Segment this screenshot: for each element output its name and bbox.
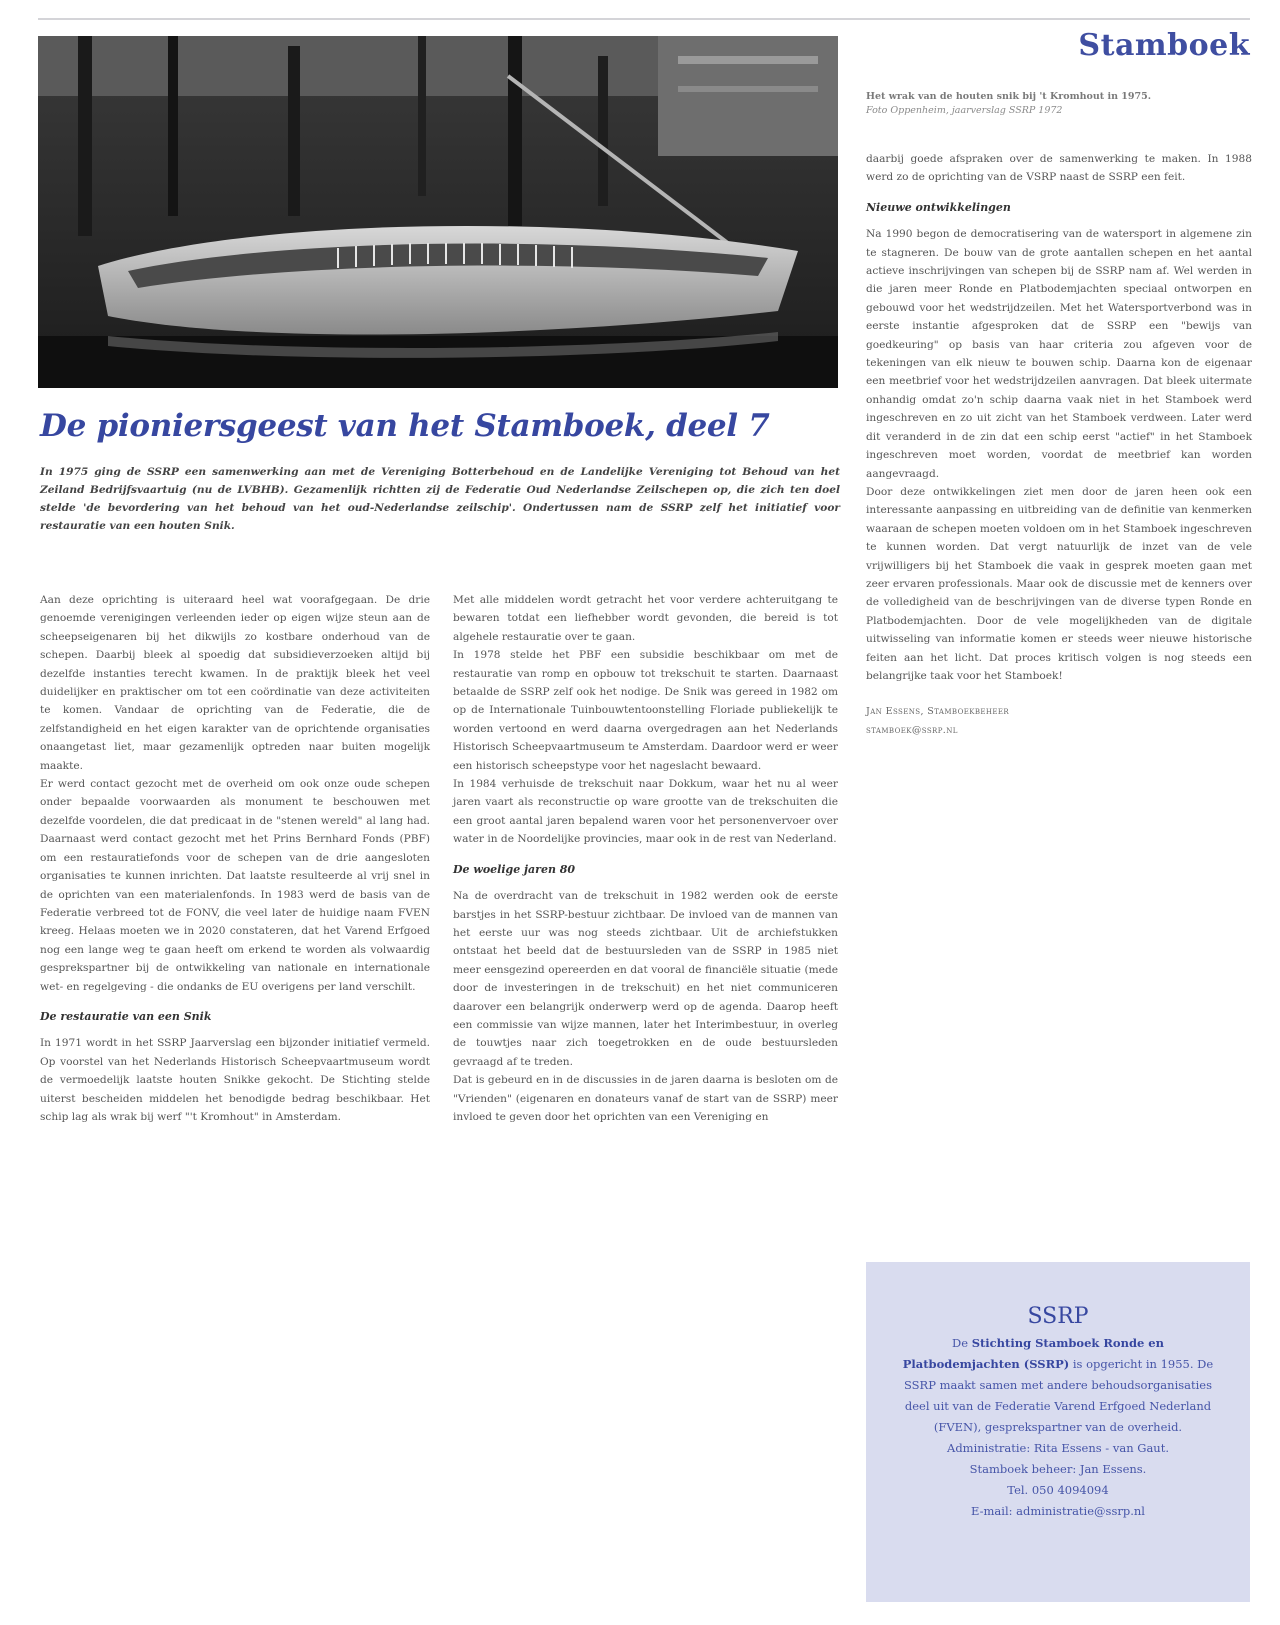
info-box-title: SSRP xyxy=(1027,1304,1089,1329)
photo-caption xyxy=(866,90,1246,118)
ssrp-info-box xyxy=(866,1262,1250,1602)
info-text: De xyxy=(952,1336,972,1350)
subheading: Nieuwe ontwikkelingen xyxy=(866,200,1011,214)
article-column-3 xyxy=(866,150,1252,740)
author-name: Jan Essens, Stamboekbeheer xyxy=(866,706,1010,718)
author-signature xyxy=(866,703,1252,740)
info-text: is opgericht in 1955. De SSRP maakt samen met andere behoudsorganisaties deel uit van de Federatie Varend Erfgoed Nederland (FVEN), gesprekspartner van de overheid. xyxy=(903,1357,1214,1434)
paragraph: Na 1990 begon de democratisering van de watersport in algemene zin te stagneren. De bouw van de grote aantallen schepen en het aantal actieve inschrijvingen van schepen bij de SSRP nam af. Wel werden in die jaren meer Ronde en Platbodemjachten speciaal ontworpen en gebouwd voor het wedstrijdzeilen. Met het Watersportverbond was in eerste instantie afgesproken dat de SSRP een "bewijs van goedkeuring" op basis van haar criteria zou afgeven voor de tekeningen van elk nieuw te bouwen schip. Daarna kon de eigenaar een meetbrief voor het wedstrijdzeilen aanvragen. Dat bleek uitermate onhandig omdat zo'n schip daarna vaak niet in het Stamboek werd ingeschreven en zo uit zicht van het Stamboek verdween. Later werd dit veranderd in de zin dat een schip eerst "actief" in het Stamboek ingeschreven moet worden, voordat de meetbrief kan worden aangevraagd. xyxy=(866,228,1252,480)
foundation-name: Stichting Stamboek Ronde en Platbodemjachten (SSRP) xyxy=(902,1336,1164,1371)
info-admin: Administratie: Rita Essens - van Gaut. xyxy=(947,1441,1169,1455)
info-phone: Tel. 050 4094094 xyxy=(1007,1483,1109,1497)
info-stamboek: Stamboek beheer: Jan Essens. xyxy=(969,1462,1147,1476)
paragraph: In 1984 verhuisde de trekschuit naar Dokkum, waar het nu al weer jaren vaart als reconstructie op ware grootte van de trekschuiten die een groot aantal jaren bepalend waren voor het personenvervoer over water in de Noordelijke provincies, maar ook in de rest van Nederland. xyxy=(453,778,838,846)
paragraph: Dat is gebeurd en in de discussies in de jaren daarna is besloten om de "Vrienden" (eigenaren en donateurs vanaf de start van de SSRP) meer invloed te geven door het oprichten van een Vereniging en xyxy=(453,1074,838,1123)
subheading: De restauratie van een Snik xyxy=(40,1009,212,1023)
paragraph: daarbij goede afspraken over de samenwerking te maken. In 1988 werd zo de oprichting van de VSRP naast de SSRP een feit. xyxy=(866,153,1252,184)
paragraph: Na de overdracht van de trekschuit in 1982 werden ook de eerste barstjes in het SSRP-bestuur zichtbaar. De invloed van de mannen van het eerste uur was nog steeds zichtbaar. Uit de archiefstukken ontstaat het beeld dat de bestuursleden van de SSRP in 1985 niet meer eensgezind opereerden en dat vooral de financiële situatie (mede door de investeringen in de trekschuit) en het niet communiceren daarover een belangrijk onderwerp werd op de agenda. Daarop heeft een commissie van wijze mannen, later het Interimbestuur, in overleg de touwtjes naar zich toegetrokken en de oude bestuursleden gevraagd af te treden. xyxy=(453,890,838,1068)
paragraph: Aan deze oprichting is uiteraard heel wat voorafgegaan. De drie genoemde verenigingen verleenden ieder op eigen wijze steun aan de scheepseigenaren bij het dikwijls zo kostbare onderhoud van de schepen. Daarbij bleek al spoedig dat subsidieverzoeken altijd bij dezelfde instanties terecht kwamen. In de praktijk bleek het veel duidelijker en praktischer om tot een coördinatie van deze activiteiten te komen. Vandaar de oprichting van de Federatie, die de zelfstandigheid en het eigen karakter van de oprichtende organisaties onaangetast liet, maar gezamenlijk optreden naar buiten mogelijk maakte. xyxy=(40,594,430,772)
paragraph: In 1971 wordt in het SSRP Jaarverslag een bijzonder initiatief vermeld. Op voorstel van het Nederlands Historisch Scheepvaartmuseum wordt de vermoedelijk laatste houten Snikke gekocht. De Stichting stelde uiterst bescheiden middelen het benodigde bedrag beschikbaar. Het schip lag als wrak bij werf "'t Kromhout" in Amsterdam. xyxy=(40,1037,430,1123)
article-title: De pioniersgeest van het Stamboek, deel 7 xyxy=(40,408,770,444)
article-photo xyxy=(38,36,838,388)
info-email-link[interactable]: E-mail: administratie@ssrp.nl xyxy=(971,1504,1145,1518)
top-rule xyxy=(38,18,1250,20)
paragraph: Er werd contact gezocht met de overheid om ook onze oude schepen onder bepaalde voorwaarden als monument te beschouwen met dezelfde voordelen, die dat predicaat in de "stenen wereld" al lang had. Daarnaast werd contact gezocht met het Prins Bernhard Fonds (PBF) om een restauratiefonds voor de schepen van de drie aangesloten organisaties te kunnen inrichten. Dat laatste resulteerde al vrij snel in de oprichten van een materialenfonds. In 1983 werd de basis van de Federatie verbreed tot de FONV, die veel later de huidige naam FVEN kreeg. Helaas moeten we in 2020 constateren, dat het Varend Erfgoed nog een lange weg te gaan heeft om erkend te worden als volwaardig gesprekspartner bij de ontwikkeling van nationale en internationale wet- en regelgeving - die ondanks de EU overigens per land verschilt. xyxy=(40,778,430,993)
subheading: De woelige jaren 80 xyxy=(453,862,576,876)
caption-line: Het wrak van de houten snik bij 't Kromhout in 1975. xyxy=(866,91,1152,102)
article-lead: In 1975 ging de SSRP een samenwerking aan met de Vereniging Botterbehoud en de Landelijke Vereniging tot Behoud van het Zeiland Bedrijfsvaartuig (nu de LVBHB). Gezamenlijk richtten zij de Federatie Oud Nederlandse Zeilschepen op, die zich ten doel stelde 'de bevordering van het behoud van het oud-Nederlandse zeilschip'. Ondertussen nam de SSRP zelf het initiatief voor restauratie van een houten Snik. xyxy=(40,466,840,532)
author-email[interactable]: stamboek@ssrp.nl xyxy=(866,724,958,736)
info-box-text xyxy=(894,1333,1222,1438)
paragraph: Door deze ontwikkelingen ziet men door de jaren heen ook een interessante aanpassing en uitbreiding van de definitie van kenmerken waaraan de schepen moeten voldoen om in het Stamboek ingeschreven te kunnen worden. Dat vergt natuurlijk de inzet van de vele vrijwilligers bij het Stamboek die vaak in gesprek moeten gaan met zeer ervaren professionals. Maar ook de discussie met de kenners over de volledigheid van de beschrijvingen van de diverse typen Ronde en Platbodemjachten. Door de vele mogelijkheden van de digitale uitwisseling van informatie komen er steeds weer nieuwe historische feiten aan het licht. Dat proces kritisch volgen is nog steeds een belangrijke taak voor het Stamboek! xyxy=(866,485,1252,682)
section-label: Stamboek xyxy=(1078,28,1250,63)
paragraph: Met alle middelen wordt getracht het voor verdere achteruitgang te bewaren totdat een liefhebber wordt gevonden, die bereid is tot algehele restauratie over te gaan. xyxy=(453,594,838,643)
article-column-2 xyxy=(453,591,838,1126)
article-column-1 xyxy=(40,591,430,1126)
paragraph: In 1978 stelde het PBF een subsidie beschikbaar om met de restauratie van romp en opbouw tot trekschuit te starten. Daarnaast betaalde de SSRP zelf ook het nodige. De Snik was gereed in 1982 om op de Internationale Tuinbouwtentoonstelling Floriade publiekelijk te worden vertoond en werd daarna overgedragen aan het Nederlands Historisch Scheepvaartmuseum te Amsterdam. Daardoor werd er weer een historisch scheepstype voor het nageslacht bewaard. xyxy=(453,649,838,772)
caption-credit: Foto Oppenheim, jaarverslag SSRP 1972 xyxy=(866,105,1063,116)
